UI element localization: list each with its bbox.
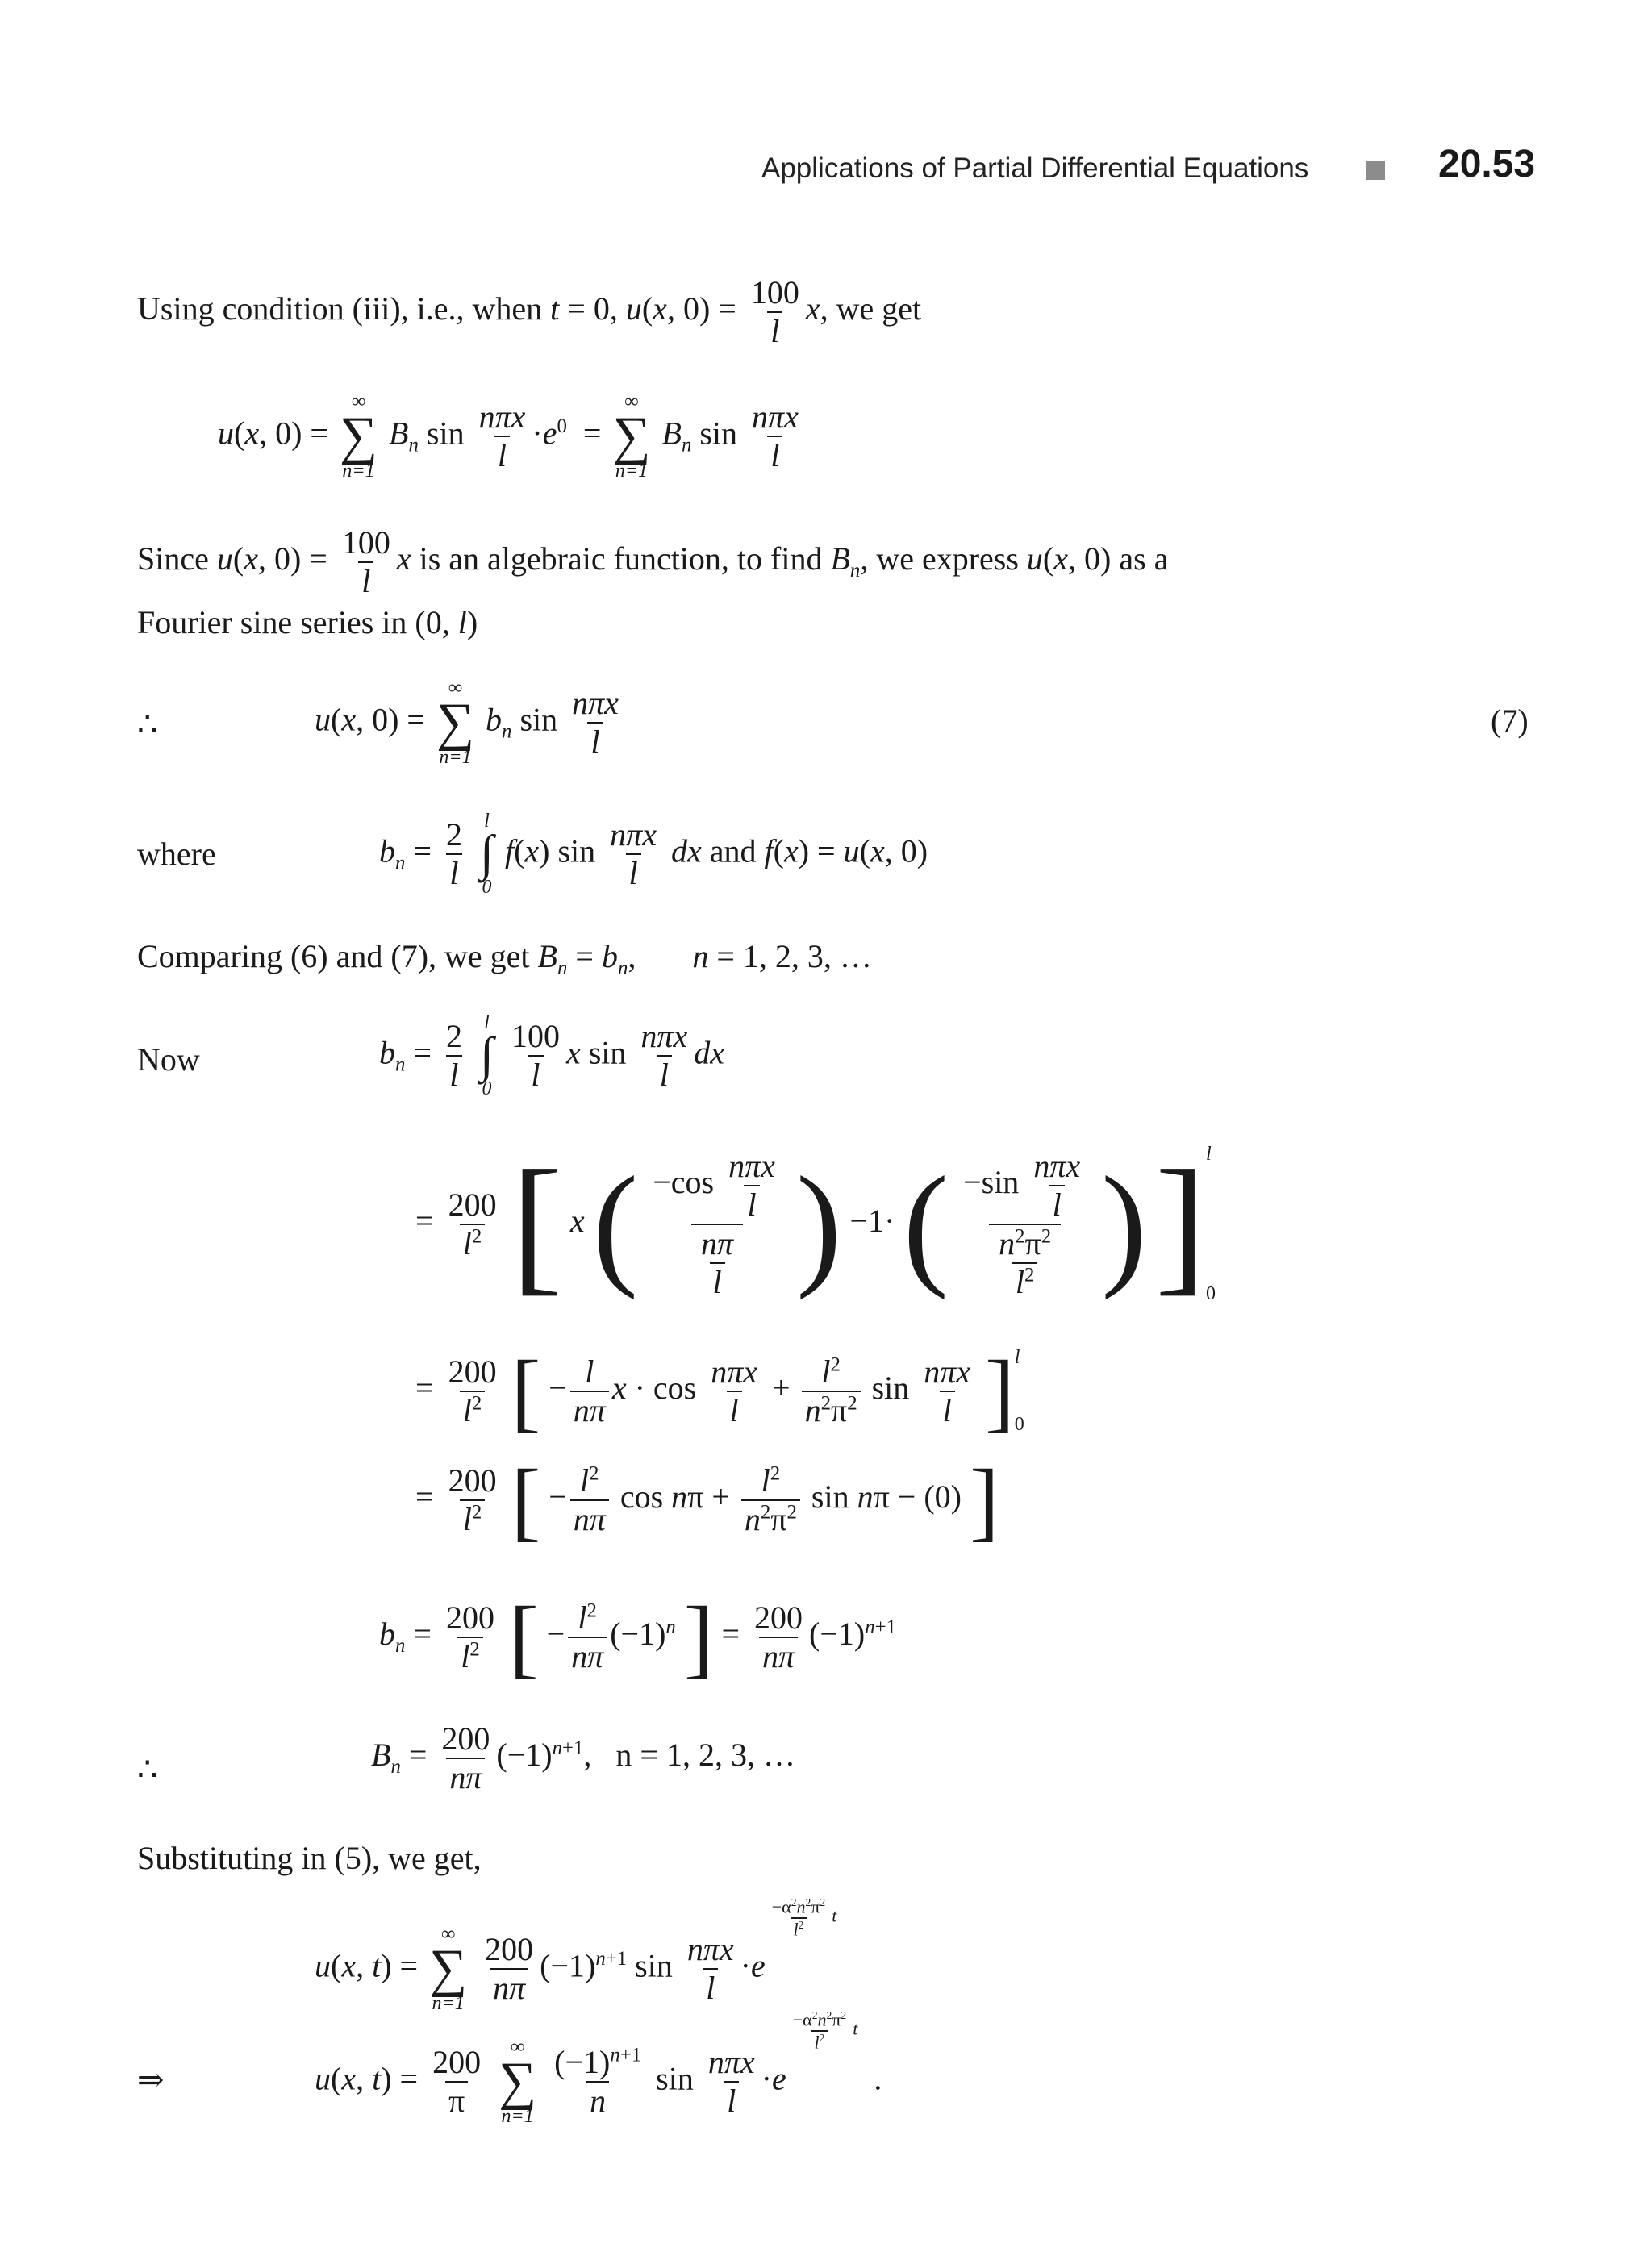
now-label: Now [137, 1041, 200, 1078]
equation-number-7: (7) [1491, 703, 1529, 739]
therefore-symbol-2: ∴ [137, 1751, 158, 1787]
page-number: 20.53 [1438, 143, 1536, 186]
condition-line: Using condition (iii), i.e., when t = 0, u(x, 0) = $\frac{100}{l}$ x, we get [137, 274, 922, 349]
running-title: Applications of Partial Differential Equations [761, 152, 1309, 184]
sigma-2: ∞ ∑ n=1 [612, 391, 651, 482]
equation-u-x0-series: u(x, 0) = ∞ ∑ n=1 $B_n$ sin $\frac{\text{nπx}}{l}$ $\cdot e^0$ = ∞ ∑ n=1 $B_n$ sin $\frac{\text{nπx}}{l}$ [218, 391, 799, 482]
equation-evaluated-2: = $\frac{200}{l^2}$ [ − $\frac{l^2}{n\pi}$ cos nπ + $\frac{l^2}{n^2\pi^2}$ sin nπ − (0) ] [415, 1451, 999, 1549]
equation-bn-integral: $b_n$ = $\frac{2}{l}$ l ∫ 0 $\frac{100}{l}$ x sin $\frac{\text{nπx}}{l}$ dx [379, 1012, 724, 1100]
where-label: where [137, 836, 216, 872]
equation-solution-2: u(x, t) = $\frac{200}{\pi}$ ∞ ∑ n=1 $\frac{(-1)^{n+1}}{n}$ sin $\frac{\text{nπx}}{l}$ ·e $\frac{-\alpha^2n^2\pi^2}{l^2}$ t . [315, 2009, 882, 2127]
comparing-line: Comparing (6) and (7), we get $B_n = b_n$, n = 1, 2, 3, … [137, 938, 872, 979]
therefore-symbol-1: ∴ [137, 706, 158, 742]
fraction-100-over-l: $\frac{100}{l}$ [750, 274, 799, 349]
substituting-line: Substituting in (5), we get, [137, 1840, 482, 1876]
equation-bn-result: $b_n$ = $\frac{200}{l^2}$ [ − $\frac{l^2}{n\pi}$ $(-1)^n$ ] = $\frac{200}{n\pi}$ $(-1)^{n+1}$ [379, 1588, 897, 1687]
equation-integration-by-parts: = $\frac{200}{l^2}$ [ x ( −cos $\frac{\text{nπx}}{l}$ $\frac{n\pi}{l}$ ) −1· ( −sin $\frac{\text{nπx}}{l}$ $\frac{n^2\pi^2}{l^2}$ ) ] l 0 [415, 1140, 1216, 1309]
fourier-line: Fourier sine series in (0, l) [137, 604, 478, 640]
equation-solution-1: u(x, t) = ∞ ∑ n=1 $\frac{200}{n\pi}$ $(-1)^{n+1}$ sin $\frac{\text{nπx}}{l}$ ·e $\frac{-\alpha^2n^2\pi^2}{l^2}$ t [315, 1896, 837, 2014]
equation-evaluated-1: = $\frac{200}{l^2}$ [ − $\frac{l}{n\pi}$ x · cos $\frac{\text{nπx}}{l}$ + $\frac{l^2}{n^2\pi^2}$ sin $\frac{\text{nπx}}{l}$ ] l 0 [415, 1342, 1024, 1441]
since-line: Since u(x, 0) = $\frac{100}{l}$ x is an algebraic function, to find $B_n$, we express u(x, 0) as a [137, 524, 1169, 599]
condition-text-b: , we get [820, 290, 922, 327]
condition-text-a: Using condition (iii), i.e., when [137, 290, 543, 327]
implies-symbol: ⇒ [137, 2062, 165, 2098]
header-square-icon [1366, 161, 1385, 180]
equation-bn-definition: $b_n$ = $\frac{2}{l}$ l ∫ 0 f(x) sin $\frac{\text{nπx}}{l}$ dx and f(x) = u(x, 0) [379, 811, 928, 899]
sigma-1: ∞ ∑ n=1 [339, 391, 378, 482]
equation-7: u(x, 0) = ∞ ∑ n=1 $b_n$ sin $\frac{\text{nπx}}{l}$ [315, 678, 619, 768]
equation-Bn: $B_n$ = $\frac{200}{n\pi}$ $(-1)^{n+1}$, n = 1, 2, 3, … [371, 1720, 795, 1795]
